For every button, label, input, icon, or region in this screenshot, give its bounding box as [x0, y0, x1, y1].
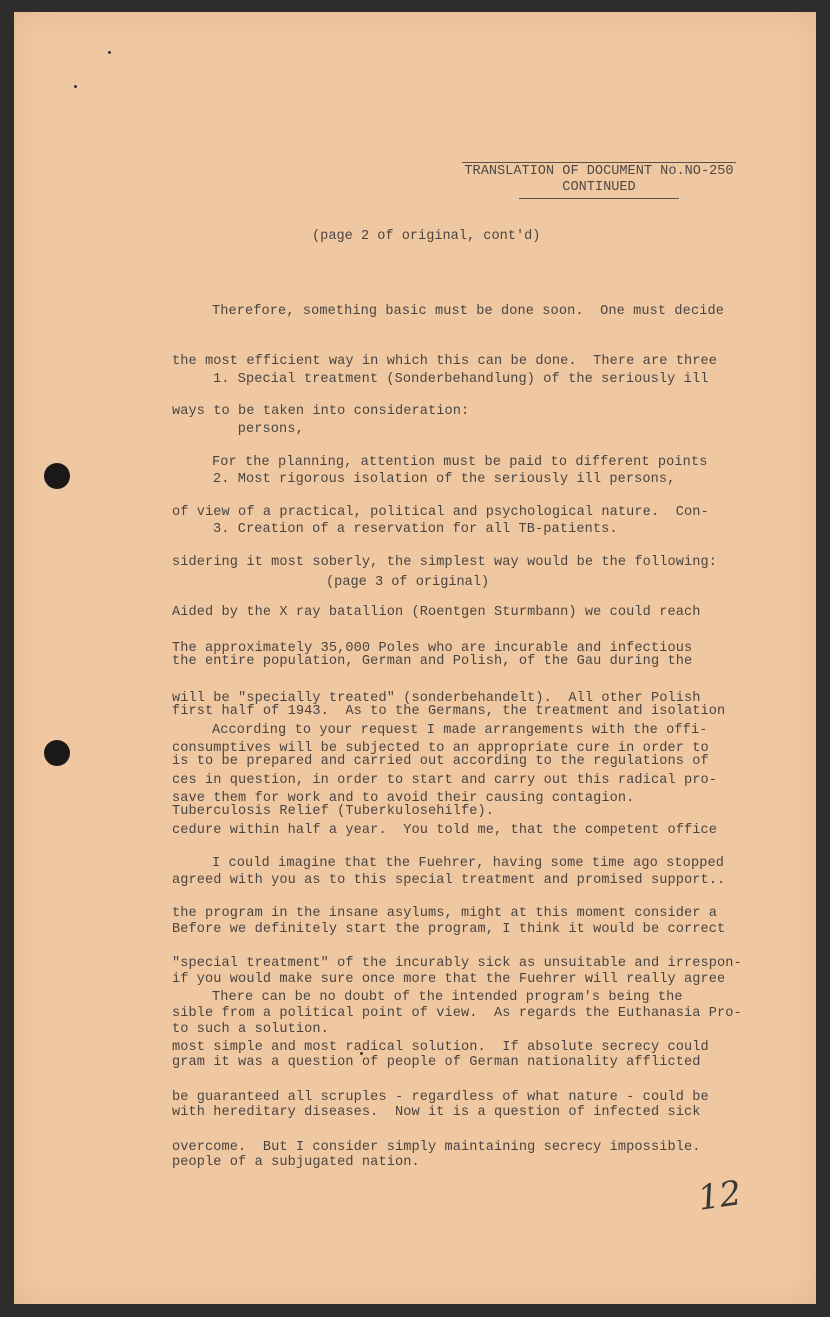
paragraph-line: Aided by the X ray batallion (Roentgen Sturmbann) we could reach	[172, 604, 701, 620]
paragraph-line: to such a solution.	[172, 1021, 329, 1037]
paragraph-line: people of a subjugated nation.	[172, 1154, 420, 1170]
list-item: 3. Creation of a reservation for all TB-patients.	[213, 521, 618, 537]
paragraph-line: of view of a practical, political and psychological nature. Con-	[172, 504, 709, 520]
document-header	[462, 162, 736, 199]
paragraph-line: Therefore, something basic must be done soon. One must decide	[212, 304, 724, 320]
paragraph-line: Before we definitely start the program, I think it would be correct	[172, 922, 726, 938]
page-reference-3: (page 3 of original)	[326, 575, 490, 590]
paragraph-line: save them for work and to avoid their causing contagion.	[172, 790, 635, 806]
paragraph-line: ways to be taken into consideration:	[172, 403, 470, 419]
header-continued: CONTINUED	[519, 180, 679, 199]
list-item: 1. Special treatment (Sonderbehandlung) of the seriously ill	[213, 372, 709, 388]
handwritten-page-number: 12	[695, 1173, 744, 1219]
paragraph-line: the entire population, German and Polish, of the Gau during the	[172, 654, 693, 670]
paragraph-line: cedure within half a year. You told me, that the competent office	[172, 822, 717, 838]
list-item: persons,	[213, 421, 304, 437]
paragraph-line: "special treatment" of the incurably sick as unsuitable and irrespon-	[172, 955, 742, 971]
paragraph-line: be guaranteed all scruples - regardless of what nature - could be	[172, 1089, 709, 1105]
paragraph-line: There can be no doubt of the intended program's being the	[212, 990, 683, 1006]
paper-speck	[108, 51, 111, 54]
paragraph-line: will be "specially treated" (sonderbehandelt). All other Polish	[172, 690, 701, 706]
paragraph-line: I could imagine that the Fuehrer, having some time ago stopped	[212, 856, 724, 872]
paragraph-line: For the planning, attention must be paid to different points	[212, 455, 708, 471]
paragraph-line: consumptives will be subjected to an appropriate cure in order to	[172, 740, 709, 756]
paragraph-line: overcome. But I consider simply maintaining secrecy impossible.	[172, 1139, 701, 1155]
paragraph-line: the most efficient way in which this can be done. There are three	[172, 353, 717, 369]
header-title: TRANSLATION OF DOCUMENT No.NO-250	[462, 162, 736, 180]
paragraph-line: first half of 1943. As to the Germans, the treatment and isolation	[172, 704, 726, 720]
paragraph-line: agreed with you as to this special treatment and promised support..	[172, 872, 726, 888]
paragraph-line: is to be prepared and carried out according to the regulations of	[172, 753, 709, 769]
paragraph-line: The approximately 35,000 Poles who are incurable and infectious	[172, 641, 693, 657]
paragraph-line: the program in the insane asylums, might at this moment consider a	[172, 905, 717, 921]
paragraph-line: sible from a political point of view. As regards the Euthanasia Pro-	[172, 1005, 742, 1021]
paragraph-line: ces in question, in order to start and carry out this radical pro-	[172, 772, 717, 788]
paragraph-6	[172, 957, 709, 1173]
paragraph-line: most simple and most radical solution. If absolute secrecy could	[172, 1039, 709, 1055]
paragraph-line: with hereditary diseases. Now it is a question of infected sick	[172, 1105, 701, 1121]
punch-hole-top	[44, 463, 70, 489]
list-item: 2. Most rigorous isolation of the seriously ill persons,	[213, 471, 676, 487]
paragraph-line: According to your request I made arrangements with the offi-	[212, 723, 708, 739]
punch-hole-bottom	[44, 740, 70, 766]
paragraph-line: if you would make sure once more that the Fuehrer will really agree	[172, 972, 726, 988]
paper-speck	[74, 85, 77, 88]
paragraph-line: Tuberculosis Relief (Tuberkulosehilfe).	[172, 803, 495, 819]
paragraph-line: sidering it most soberly, the simplest way would be the following:	[172, 554, 717, 570]
paragraph-line: gram it was a question of people of German nationality afflicted	[172, 1055, 701, 1071]
page-reference-2: (page 2 of original, cont'd)	[312, 229, 541, 244]
